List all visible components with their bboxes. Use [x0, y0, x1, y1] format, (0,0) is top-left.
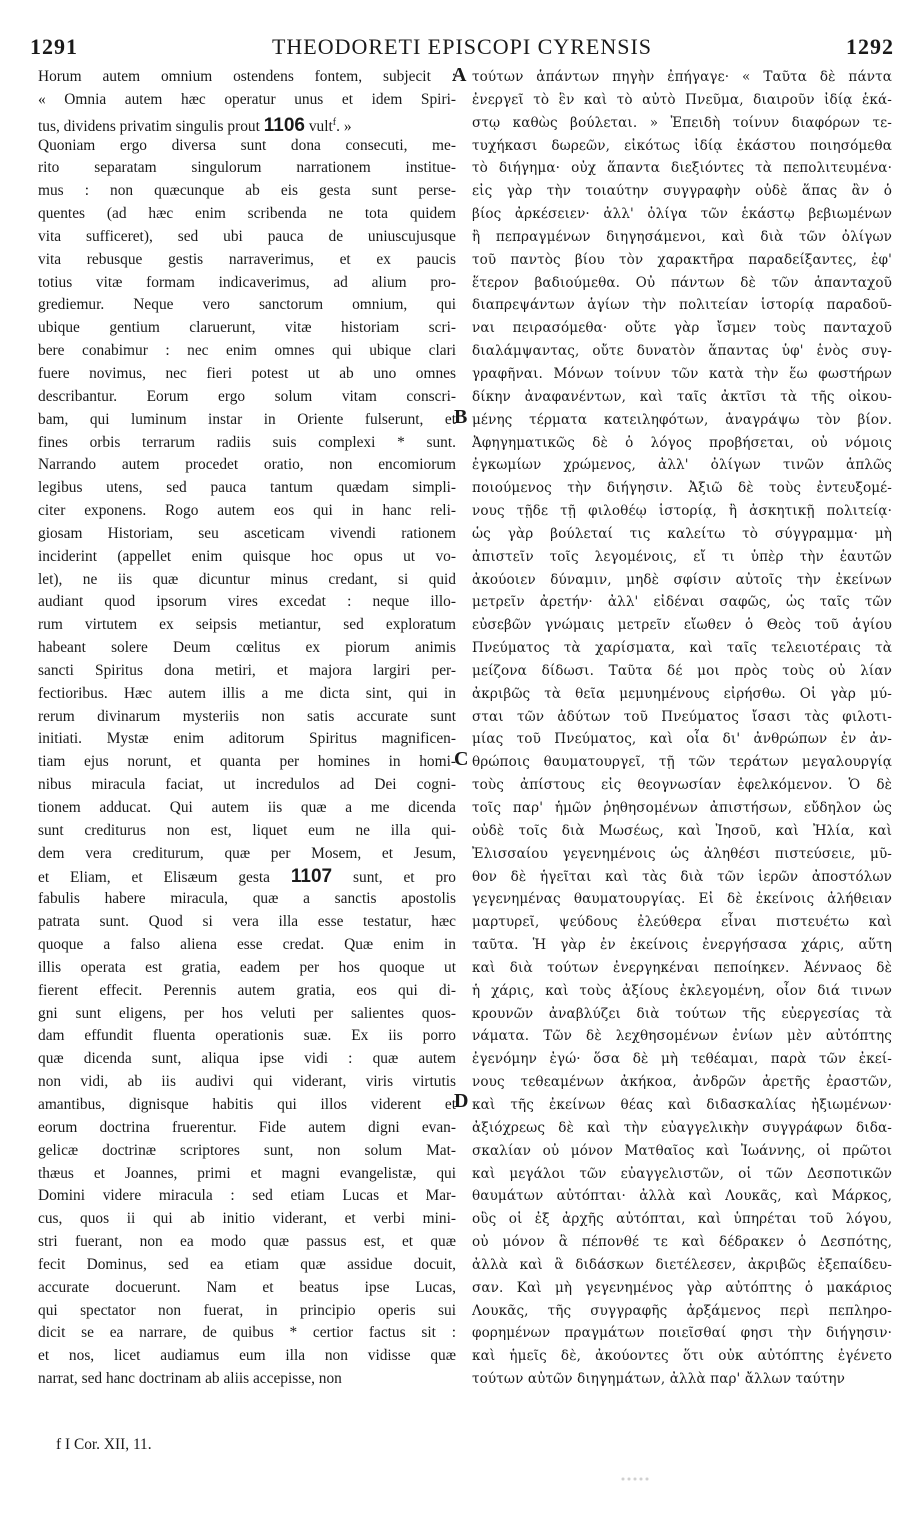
greek-line-text: εὐσεβῶν γνώμαις μετρεῖν εἴωθεν ὁ Θεὸς τοῦ ἁγίου: [472, 617, 892, 634]
latin-line: [38, 112, 456, 135]
greek-line: [472, 1094, 892, 1117]
greek-line-text: μείζονα δίδωσι. Ταῦτα δέ μοι πρὸς τοὺς οὐ λίαν: [472, 662, 892, 679]
latin-line-text: fierent effecit. Perennis autem gratia, eos qui di-: [38, 981, 456, 999]
latin-line: [38, 180, 456, 203]
greek-line-text: τούτων αὐτῶν διηγημάτων, ἀλλὰ παρ' ἄλλων ταύτην: [472, 1371, 845, 1388]
latin-line-text: mus : non quæcunque ab eis gesta sunt perse-: [38, 182, 456, 200]
greek-line: [472, 1048, 892, 1071]
latin-line-text: qui spectator non fuerat, in principio operis sui: [38, 1301, 456, 1319]
latin-line: [38, 89, 456, 112]
greek-line: [472, 911, 892, 934]
latin-line-text: fuere novimus, nec fieri potest ut ab uno omnes: [38, 364, 456, 382]
latin-line: [38, 66, 456, 89]
latin-line: [38, 728, 456, 751]
greek-line-text: ἀξιόχρεως δὲ καὶ τὴν εὐαγγελικὴν συγγράφων διδα-: [472, 1119, 892, 1136]
greek-line: [472, 774, 892, 797]
latin-line-text: tiam ejus norunt, et quanta per homines in homi-: [38, 753, 456, 771]
latin-line-text: dicit se ea narrare, de quibus * certior factus sit :: [38, 1324, 456, 1342]
latin-line-text: fectioribus. Hæc autem illis a me dicta sint, qui in: [38, 684, 456, 702]
latin-line-text: rito separatam singulorum narrationem institue-: [38, 159, 456, 177]
latin-line-text: dam effundit fluenta operationis suæ. Ex iis porro: [38, 1027, 456, 1045]
greek-line-text: μίας τοῦ Πνεύματος, καὶ οἷα δι' ἀνθρώπων ἐν ἀν-: [472, 731, 892, 748]
greek-line-text: Πνεύματος τὰ χαρίσματα, καὶ ταῖς τελειοτέραις τὰ: [472, 640, 892, 657]
latin-line: [38, 135, 456, 158]
latin-line: [38, 820, 456, 843]
greek-line-text: φορημένων πραγμάτων ποιεῖσθαί φησι τὴν διήγησιν·: [472, 1325, 892, 1342]
greek-line-text: ἐγκωμίων χρώμενος, ἀλλ' ὀλίγων τινῶν ἁπλῶς: [472, 457, 892, 474]
greek-line: [472, 226, 892, 249]
latin-inline-tail: sunt, et pro: [353, 868, 456, 886]
latin-line: [38, 386, 456, 409]
greek-line-text: καὶ τῆς ἐκείνων θέας καὶ διδασκαλίας ἠξιωμένων·: [472, 1096, 892, 1113]
latin-line-text: fabulis habere miracula, quæ a sanctis apostolis: [38, 890, 456, 908]
running-title: THEODORETI EPISCOPI CYRENSIS: [271, 34, 653, 59]
greek-line-text: νους τῇδε τῇ φιλοθέῳ ἱστορίᾳ, ἢ ἀσκητικῇ πολιτείᾳ·: [472, 503, 892, 520]
latin-line: [38, 1231, 456, 1254]
greek-line-text: ἢ πεπραγμένων διηγησάμενοι, καὶ διὰ τῶν ὀλίγων: [472, 228, 892, 245]
greek-line-text: βίος ἀρκέσειεν· ἀλλ' ὀλίγα τῶν ἑκάστῳ βεβιωμένων: [472, 206, 892, 223]
greek-line-text: ἀλλὰ καὶ ἃ διδάσκων διετέλεσεν, ἀκριβῶς ἐξεπαίδευ-: [472, 1256, 892, 1273]
greek-line: [472, 500, 892, 523]
greek-line: [472, 1368, 892, 1391]
greek-line: [472, 1322, 892, 1345]
greek-line: [472, 1345, 892, 1368]
latin-line-text: rum virtutem ex seipsis metiantur, sed exploratum: [38, 616, 456, 634]
latin-line: [38, 614, 456, 637]
latin-line: [38, 523, 456, 546]
latin-line-text: inciderint (appellet enim quisque hoc opus ut vo-: [38, 547, 456, 565]
latin-line: [38, 272, 456, 295]
latin-line-text: fecit Dominus, sed ea etiam quæ assidue docuit,: [38, 1255, 456, 1273]
latin-line-text: habeant solere Deum cœlitus ex piorum animis: [38, 639, 456, 657]
latin-line: [38, 1117, 456, 1140]
greek-line: [472, 1025, 892, 1048]
latin-line-text: cus, quos ii qui ab initio viderant, et verbi mini-: [38, 1210, 456, 1228]
latin-line: [38, 477, 456, 500]
right-page-number: 1292: [846, 34, 894, 59]
greek-line: [472, 317, 892, 340]
greek-line: [472, 89, 892, 112]
greek-line-text: διαλάμψαντας, οὔτε δυνατὸν ἅπαντας ὑφ' ἑνὸς συγ-: [472, 343, 892, 360]
latin-inline-word: vult: [308, 117, 333, 135]
greek-line-text: ἡ χάρις, καὶ τοὺς ἀξίους ἐκλεγομένη, οἷον διά τινων: [472, 982, 892, 999]
latin-line: [38, 774, 456, 797]
greek-line: [472, 1300, 892, 1323]
latin-line-text: « Omnia autem hæc operatur unus et idem Spiri-: [38, 90, 456, 108]
latin-line: [38, 317, 456, 340]
greek-line: [472, 591, 892, 614]
latin-line: [38, 888, 456, 911]
greek-line: [472, 135, 892, 158]
latin-line-text: Horum autem omnium ostendens fontem, subjecit :: [38, 68, 456, 85]
greek-line: [472, 843, 892, 866]
greek-line: [472, 523, 892, 546]
greek-line: [472, 820, 892, 843]
latin-line-text: sunt crediturus non est, liquet eum ne illa qui-: [38, 821, 456, 839]
greek-line: [472, 706, 892, 729]
latin-line-text: Domini videre miracula : sed etiam Lucas et Mar-: [38, 1187, 456, 1205]
latin-line: [38, 409, 456, 432]
latin-line: [38, 340, 456, 363]
greek-line: [472, 363, 892, 386]
greek-line-text: νους τεθεαμένων ἀκήκοα, ἀνδρῶν ἀρετῆς ἐραστῶν,: [472, 1074, 892, 1091]
greek-line-text: σται τῶν ἀδύτων τοῦ Πνεύματος ἴσασι τὰς φιλοτι-: [472, 708, 892, 725]
latin-line-text: totius vitæ formam indicaverimus, ad alium pro-: [38, 273, 456, 291]
latin-line-text: audiant quod ipsorum vires excedat : neque illo-: [38, 593, 456, 611]
latin-line: [38, 203, 456, 226]
margin-marker-c: C: [454, 748, 469, 770]
greek-line-text: ὡς γὰρ βούλεταί τις καλείτω τὸ σύγγραμμα· μὴ: [472, 525, 892, 542]
latin-line-text: accurate docuerunt. Nam et beatus ipse Lucas,: [38, 1278, 456, 1296]
greek-line-text: στῳ καθὼς βούλεται. » Ἐπειδὴ τοίνυν διαφόρων τε-: [472, 114, 892, 131]
greek-line: [472, 888, 892, 911]
latin-line: [38, 751, 456, 774]
greek-line-text: καὶ ἡμεῖς δὲ, ἀκούοντες ὅτι οὐκ αὐτόπτης ἐγένετο: [472, 1348, 892, 1365]
greek-line: [472, 1254, 892, 1277]
latin-line: [38, 294, 456, 317]
latin-line: [38, 1322, 456, 1345]
greek-line: [472, 409, 892, 432]
greek-line: [472, 180, 892, 203]
greek-line-text: ἀκούοιεν δύναμιν, μηδὲ σφίσιν αὐτοῖς τὴν ἐκείνων: [472, 571, 892, 588]
latin-line-text: gelicæ doctrinæ scriptores sunt, non solum Mat-: [38, 1141, 456, 1159]
greek-line: [472, 957, 892, 980]
latin-line-text: gni sunt eligens, per hos veluti per salientes quos-: [38, 1004, 456, 1022]
latin-line-text: grediemur. Neque vero sanctorum omnium, qui: [38, 296, 456, 314]
greek-line-text: ἐνεργεῖ τὸ ἓν καὶ τὸ αὐτὸ Πνεῦμα, διαιροῦν ἰδίᾳ ἑκά-: [472, 91, 892, 108]
greek-line: [472, 477, 892, 500]
greek-line: [472, 569, 892, 592]
margin-marker-b: B: [454, 406, 468, 428]
latin-line: [38, 660, 456, 683]
greek-line: [472, 112, 892, 135]
latin-line-text: quentes (ad hæc enim scribenda ne tota quidem: [38, 205, 456, 223]
greek-line-text: Ἀφηγηματικῶς δὲ ὁ λόγος προβήσεται, οὐ νόμοις: [472, 434, 892, 451]
greek-line: [472, 454, 892, 477]
latin-line-text: describantur. Eorum ergo solum vitam conscri-: [38, 387, 456, 405]
greek-line: [472, 386, 892, 409]
greek-line: [472, 751, 892, 774]
latin-line: [38, 843, 456, 866]
greek-line: [472, 1277, 892, 1300]
greek-line: [472, 1208, 892, 1231]
latin-line-text: eorum doctrina fruerentur. Fide autem digni evan-: [38, 1118, 456, 1136]
greek-line: [472, 1185, 892, 1208]
latin-line: [38, 980, 456, 1003]
latin-line: [38, 1025, 456, 1048]
latin-line-text: rerum divinarum mysteriis non satis accurate sunt: [38, 707, 456, 725]
greek-line-text: ἐγενόμην ἐγώ· ὅσα δὲ μὴ τεθέαμαι, παρὰ τῶν ἐκεί-: [472, 1051, 892, 1068]
greek-line-text: τοῦ παντὸς βίου τὸν χαρακτῆρα παραδείξαντες, ἐφ': [472, 251, 892, 268]
latin-line: [38, 1368, 456, 1391]
latin-line-text: dem vera crediturum, quæ per Mosem, et Jesum,: [38, 844, 456, 862]
latin-inline-end: . »: [336, 117, 352, 135]
latin-line: [38, 363, 456, 386]
greek-line-text: θαυμάτων αὐτόπται· ἀλλὰ καὶ Λουκᾶς, καὶ Μάρκος,: [472, 1188, 892, 1205]
latin-line: [38, 1300, 456, 1323]
latin-line: [38, 1094, 456, 1117]
greek-line: [472, 203, 892, 226]
greek-line-text: σκαλίαν οὐ μόνον Ματθαῖος καὶ Ἰωάννης, οἱ πρῶτοι: [472, 1142, 892, 1159]
latin-line: [38, 1208, 456, 1231]
latin-line: [38, 706, 456, 729]
greek-line-text: ἕτερον βαδιούμεθα. Οὐ πάντων δὲ τῶν ἁπανταχοῦ: [472, 274, 892, 291]
latin-line-text: Quoniam ergo diversa sunt dona consecuti, me-: [38, 136, 456, 154]
greek-line-text: οὐδὲ τοῖς διὰ Μωσέως, καὶ Ἰησοῦ, καὶ Ἠλία, καὶ: [472, 822, 892, 839]
left-page-number: 1291: [30, 34, 78, 59]
latin-line: [38, 432, 456, 455]
latin-line: [38, 934, 456, 957]
greek-line: [472, 728, 892, 751]
latin-line-text: narrat, sed hanc doctrinam ab aliis accepisse, non: [38, 1370, 342, 1388]
greek-line: [472, 1140, 892, 1163]
greek-line-text: γραφῆναι. Μόνων τοίνυν τῶν κατὰ τὴν ἕω φωστήρων: [472, 365, 892, 382]
greek-line-text: τυχήκασι δωρεῶν, εἰκότως ἰδίᾳ ἑκάστου ποιησόμεθα: [472, 137, 892, 154]
greek-line-text: μετρεῖν ἀρετήν· ἀλλ' εἰδέναι σαφῶς, ὡς ταῖς τῶν: [472, 594, 892, 611]
greek-line: [472, 340, 892, 363]
greek-line-text: ἀκριβῶς τὰ θεῖα μεμυημένους εἰρήσθω. Οἱ γὰρ μύ-: [472, 685, 892, 702]
greek-line-text: δίκην ἀναφανέντων, καὶ ταῖς ἀκτῖσι τὰ τῆς οἰκου-: [472, 388, 892, 405]
greek-line-text: μένης τέρματα κατειληφότων, ἀναγράψω τὸν βίον.: [472, 411, 892, 428]
latin-line: [38, 957, 456, 980]
latin-line: [38, 226, 456, 249]
latin-line-text: amantibus, dignisque habitis qui illos viderent et: [38, 1095, 456, 1113]
latin-line-text: bere conabimur : nec enim omnes qui ubique clari: [38, 342, 456, 360]
greek-line-text: σαν. Καὶ μὴ γεγενημένος γὰρ αὐτόπτης ὁ μακάριος: [472, 1279, 892, 1296]
greek-line: [472, 934, 892, 957]
greek-line: [472, 637, 892, 660]
latin-line: [38, 157, 456, 180]
latin-line-text: illis operata est gratia, eadem per hos quoque ut: [38, 958, 456, 976]
greek-line-text: νάματα. Τῶν δὲ λεχθησομένων ἐνίων μὲν αὐτόπτης: [472, 1028, 892, 1045]
greek-line-text: Ἐλισσαίου γεγενημένοις ὡς ἀληθέσι πιστεύσειε, μῦ-: [472, 845, 892, 862]
greek-line-text: ναι πειρασόμεθα· οὔτε γὰρ ἴσμεν τοὺς πανταχοῦ: [472, 320, 892, 337]
latin-line-text: citer exponens. Rogo autem eos qui in hanc reli-: [38, 502, 456, 520]
latin-line-text: non vidi, ab iis audivi qui viderant, viris virtutis: [38, 1073, 456, 1091]
latin-line: [38, 500, 456, 523]
latin-line-text: stri fuerant, non ea modo quæ passus est, et quæ: [38, 1233, 456, 1251]
greek-line: [472, 272, 892, 295]
footnote: f I Cor. XII, 11.: [56, 1436, 152, 1453]
latin-line: [38, 797, 456, 820]
greek-line: [472, 1003, 892, 1026]
footnote-reference: f: [332, 116, 337, 128]
latin-column: [38, 66, 456, 1391]
latin-line: [38, 683, 456, 706]
greek-line-text: κρουνῶν ἀναβλύζει διὰ τούτων τῆς εὐεργεσίας τὰ: [472, 1005, 892, 1022]
greek-line-text: εἰς γὰρ τὴν τοιαύτην συγγραφὴν οὐδὲ ἅπας ἂν ὁ: [472, 183, 892, 200]
latin-line-text: Narrando autem procedet oratio, non encomiorum: [38, 456, 456, 474]
column-number-1106: 1106: [263, 114, 305, 135]
margin-marker-d: D: [454, 1090, 469, 1112]
latin-line: [38, 1254, 456, 1277]
latin-line-text: quoque a falso aliena esse credat. Quæ enim in: [38, 936, 456, 954]
latin-line-text: et nos, licet audiamus eum illa non vidisse quæ: [38, 1347, 456, 1365]
greek-line: [472, 614, 892, 637]
running-header: [30, 34, 894, 64]
latin-line: [38, 1163, 456, 1186]
latin-line-text: nibus miracula faciat, ut incredulos ad Dei cogni-: [38, 776, 456, 794]
greek-line: [472, 1231, 892, 1254]
latin-line: [38, 911, 456, 934]
greek-line-text: οὐ μόνον ἃ πέπονθέ τε καὶ δέδρακεν ὁ Δεσπότης,: [472, 1234, 892, 1251]
greek-line: [472, 797, 892, 820]
latin-line-text: ubique gentium claruerunt, vitæ historiam scri-: [38, 319, 456, 337]
latin-line-text: bam, qui luminum instar in Oriente fulserunt, et: [38, 410, 456, 428]
latin-line: [38, 637, 456, 660]
greek-line-text: μαρτυρεῖ, ψεύδους ἐλεύθερα εἶναι πιστευέτω καὶ: [472, 914, 892, 931]
greek-line-text: θον δὲ ἡγεῖται καὶ τὰς διὰ τῶν ἱερῶν ἀποστόλων: [472, 868, 892, 885]
latin-line-text: fines orbis terrarum radiis suis complexi * sunt.: [38, 433, 456, 451]
greek-line-text: γεγενημένας θαυματουργίας. Εἰ δὲ ἐκείνοις ἀλήθειαν: [472, 891, 892, 908]
latin-line-text: giosam Historiam, seu asceticam vivendi rationem: [38, 524, 456, 542]
latin-line: [38, 866, 456, 889]
greek-line: [472, 660, 892, 683]
latin-line-text: vita sufficeret), sed ubi pauca de uniuscujusque: [38, 227, 456, 245]
latin-line: [38, 1048, 456, 1071]
greek-line: [472, 157, 892, 180]
latin-line: [38, 1071, 456, 1094]
greek-line-text: τὸ διήγημα· οὐχ ἅπαντα διεξιόντες τὰ πεπολιτευμένα·: [472, 160, 892, 177]
greek-line: [472, 546, 892, 569]
latin-line-text: initiati. Mystæ enim aditorum Spiritus magnificen-: [38, 730, 456, 748]
latin-line-text: patrata sunt. Quod si vera illa esse testatur, hæc: [38, 913, 456, 931]
greek-line: [472, 294, 892, 317]
greek-line: [472, 66, 892, 89]
greek-line: [472, 1117, 892, 1140]
greek-line: [472, 683, 892, 706]
greek-line-text: καὶ μεγάλοι τῶν εὐαγγελιστῶν, οἱ τῶν Δεσποτικῶν: [472, 1165, 892, 1182]
latin-line-text: legibus utens, sed pauca tantum quædam simpli-: [38, 479, 456, 497]
greek-line-text: Λουκᾶς, τῆς συγγραφῆς ἀρξάμενος περὶ πεπληρο-: [472, 1302, 892, 1319]
greek-line-text: τούτων ἁπάντων πηγὴν ἐπήγαγε· « Ταῦτα δὲ πάντα: [472, 69, 892, 85]
latin-line-text: let), ne iis quæ dicuntur minus credant, si quid: [38, 570, 456, 588]
print-smudge: [620, 1476, 650, 1482]
greek-line-text: θρώποις θαυματουργεῖ, τῇ τῶν τεράτων μεγαλουργίᾳ: [472, 754, 892, 771]
greek-line-text: τοῖς παρ' ἡμῶν ῥηθησομένων ἀπιστήσων, εὔδηλον ὡς: [472, 800, 892, 816]
greek-line-text: ποιούμενος τὴν διήγησιν. Ἀξιῶ δὲ τοὺς ἐντευξομέ-: [472, 480, 892, 497]
greek-line-text: καὶ διὰ τούτων ἐνεργηκέναι πεποίηκεν. Ἀέννaος δὲ: [472, 959, 892, 976]
column-number-1107: 1107: [290, 865, 333, 887]
latin-line-text: quæ dicenda sunt, aliqua ipse vidi : quæ autem: [38, 1050, 456, 1068]
latin-line-text: et Eliam, et Elisæum gesta: [38, 868, 270, 886]
latin-line: [38, 591, 456, 614]
latin-line: [38, 454, 456, 477]
latin-line-text: vita rebusque gestis narraverimus, et ex paucis: [38, 250, 456, 268]
latin-line: [38, 249, 456, 272]
greek-line-text: ταῦτα. Ἡ γὰρ ἐν ἐκείνοις ἐνεργήσασα χάρις, αὕτη: [472, 937, 892, 954]
greek-line-text: τοὺς ἀπίστους εἰς θεογνωσίαν ἐφελκόμενον. Ὁ δὲ: [472, 777, 892, 794]
latin-line: [38, 546, 456, 569]
latin-line: [38, 1345, 456, 1368]
latin-line: [38, 1003, 456, 1026]
latin-line: [38, 1277, 456, 1300]
latin-line: [38, 569, 456, 592]
margin-marker-a: A: [452, 64, 467, 86]
greek-line: [472, 1071, 892, 1094]
latin-line-text: sancti Spiritus dona metiri, et majora largiri per-: [38, 661, 456, 679]
greek-line-text: ἀπιστεῖν τοῖς λεγομένοις, εἴ τι ὑπὲρ τὴν ἑαυτῶν: [472, 548, 892, 565]
greek-line-text: διαπρεψάντων ἁγίων τὴν πολιτείαν ἱστορίᾳ παραδοῦ-: [472, 297, 892, 314]
greek-line: [472, 980, 892, 1003]
greek-line: [472, 432, 892, 455]
latin-line-text: tionem adducat. Qui autem iis quæ a me dicenda: [38, 799, 456, 816]
greek-column: [472, 66, 892, 1391]
latin-line: [38, 1185, 456, 1208]
greek-line: [472, 1163, 892, 1186]
greek-line: [472, 866, 892, 889]
greek-line-text: οὓς οἱ ἐξ ἀρχῆς αὐτόπται, καὶ ὑπηρέται τοῦ λόγου,: [472, 1211, 892, 1228]
latin-line-text: tus, dividens privatim singulis prout: [38, 117, 260, 135]
latin-line: [38, 1140, 456, 1163]
greek-line: [472, 249, 892, 272]
latin-line-text: thæus et Joannes, primi et magni evangelistæ, qui: [38, 1164, 456, 1182]
